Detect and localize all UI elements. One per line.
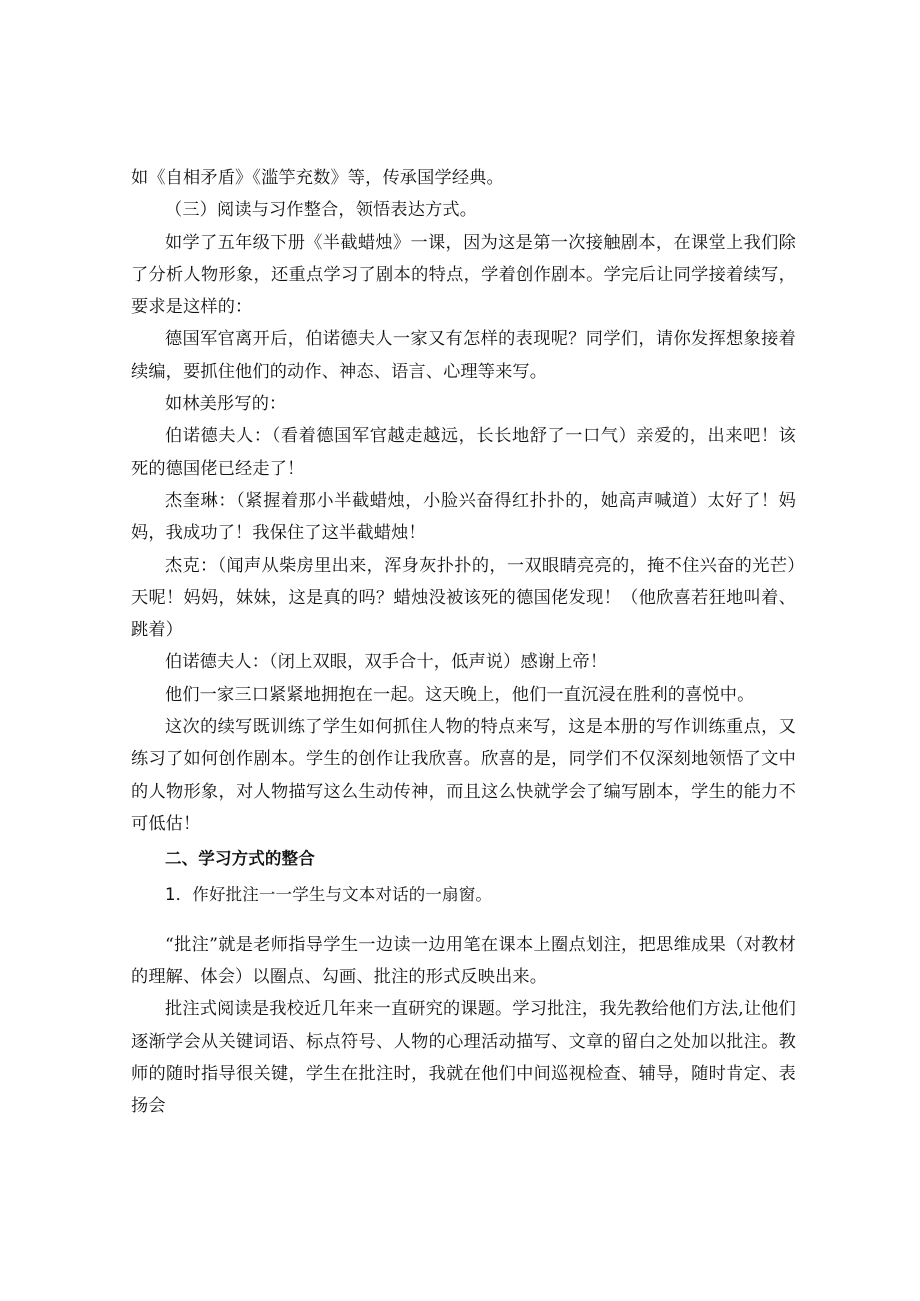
- script-line: 杰奎琳：（紧握着那小半截蜡烛，小脸兴奋得红扑扑的，她高声喊道）太好了！妈妈，我成功了！我保住了这半截蜡烛！: [131, 490, 796, 544]
- paragraph: 批注式阅读是我校近几年来一直研究的课题。学习批注，我先教给他们方法,让他们逐渐学会从关键词语、标点符号、人物的心理活动描写、文章的留白之处加以批注。教师的随时指导很关键，学生在批注时，我就在他们中间巡视检查、辅导，随时肯定、表扬会: [131, 999, 796, 1117]
- script-line: 伯诺德夫人：（闭上双眼，双手合十，低声说）感谢上帝！: [165, 652, 608, 673]
- script-line: 杰克：（闻声从柴房里出来，浑身灰扑扑的，一双眼睛亮亮的，掩不住兴奋的光芒）天呢！妈妈，妹妹，这是真的吗？蜡烛没被该死的德国佬发现！（他欣喜若狂地叫着、跳着）: [131, 555, 796, 641]
- paragraph-continuation: 如《自相矛盾》《滥竽充数》等，传承国学经典。: [131, 168, 504, 188]
- numbered-item: 1．作好批注一一学生与文本对话的一扇窗。: [165, 884, 492, 904]
- section-subheading: （三）阅读与习作整合，领悟表达方式。: [165, 200, 478, 221]
- paragraph: 如学了五年级下册《半截蜡烛》一课，因为这是第一次接触剧本，在课堂上我们除了分析人物形象，还重点学习了剧本的特点，学着创作剧本。学完后让同学接着续写，要求是这样的：: [131, 232, 796, 318]
- paragraph: 如林美彤写的：: [165, 394, 287, 415]
- document-body: [131, 162, 796, 1123]
- paragraph: 他们一家三口紧紧地拥抱在一起。这天晚上，他们一直沉浸在胜利的喜悦中。: [165, 684, 755, 705]
- section-heading: 二、学习方式的整合: [165, 849, 315, 869]
- script-line: 伯诺德夫人：（看着德国军官越走越远，长长地舒了一口气）亲爱的，出来吧！该死的德国佬已经走了！: [131, 426, 796, 479]
- paragraph: 德国军官离开后，伯诺德夫人一家又有怎样的表现呢？同学们，请你发挥想象接着续编，要抓住他们的动作、神态、语言、心理等来写。: [131, 329, 796, 382]
- paragraph: 这次的续写既训练了学生如何抓住人物的特点来写，这是本册的写作训练重点，又练习了如何创作剧本。学生的创作让我欣喜。欣喜的是，同学们不仅深刻地领悟了文中的人物形象，对人物描写这么生动传神，而且这么快就学会了编写剧本，学生的能力不可低估！: [131, 717, 796, 834]
- paragraph: “批注”就是老师指导学生一边读一边用笔在课本上圈点划注，把思维成果（对教材的理解、体会）以圈点、勾画、批注的形式反映出来。: [131, 934, 796, 988]
